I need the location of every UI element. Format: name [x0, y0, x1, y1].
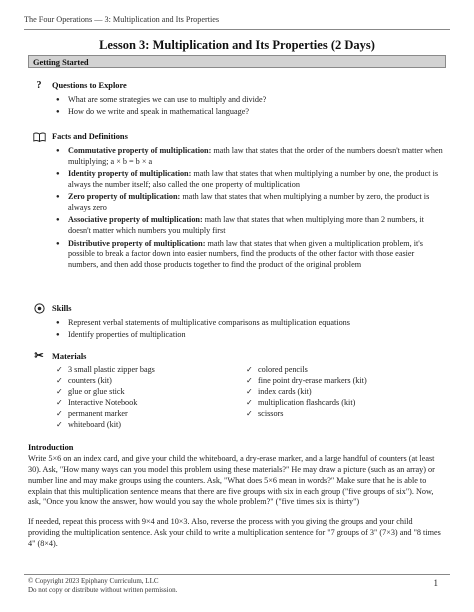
running-title: The Four Operations — 3: Multiplication and Its Properties — [24, 15, 220, 24]
materials-column-left — [56, 364, 246, 430]
definition-text: math law that states that when multiplying a number by one, the product is always the number itself; also called the one property of multiplication — [68, 169, 439, 189]
definition-term: Associative property of multiplication: — [68, 215, 203, 225]
introduction-heading: Introduction — [28, 443, 74, 452]
facts-heading-text: Facts and Definitions — [52, 132, 128, 141]
questions-list — [28, 95, 446, 118]
scissors-icon: ✂ — [34, 350, 44, 363]
list-item: ● How do we write and speak in mathematical language? — [56, 107, 446, 118]
running-header — [24, 12, 450, 30]
materials-columns — [28, 364, 446, 430]
list-item: ● What are some strategies we can use to multiply and divide? — [56, 95, 446, 106]
materials-column-right — [246, 364, 436, 430]
questions-section — [28, 80, 446, 120]
material-item: ✓ counters (kit) — [56, 375, 246, 386]
list-item: ● Identify properties of multiplication — [56, 330, 446, 341]
materials-heading — [28, 351, 446, 363]
target-icon — [32, 303, 46, 314]
introduction-paragraph: If needed, repeat this process with 9×4 and 10×3. Also, reverse the process with you giving the groups and your child providing the multiplication sentence. Ask your child to write a multiplication sentence for "7 groups of 3" (7×3) and "8 times 4" (8×4). — [28, 517, 441, 548]
definition-item — [56, 239, 446, 271]
skills-heading — [28, 303, 446, 315]
copyright-text: © Copyright 2023 Epiphany Curriculum, LLC — [28, 577, 159, 585]
material-item: ✓ 3 small plastic zipper bags — [56, 364, 246, 375]
questions-heading-text: Questions to Explore — [52, 81, 127, 90]
definition-text: math law that states that when multiplying a number by zero, the product is always zero — [68, 192, 430, 213]
skills-section — [28, 303, 446, 343]
page-number: 1 — [433, 578, 438, 588]
copy-notice: Do not copy or distribute without written permission. — [28, 586, 178, 595]
definition-term: Distributive property of multiplication: — [68, 238, 206, 248]
section-label: Getting Started — [33, 58, 89, 67]
facts-heading — [28, 131, 446, 143]
definition-term: Identity property of multiplication: — [68, 169, 192, 179]
material-item: ✓ scissors — [246, 408, 436, 419]
definition-text: math law that states that when multiplying more than 2 numbers, it doesn't matter which numbers you multiply first — [68, 215, 424, 236]
material-item: ✓ whiteboard (kit) — [56, 419, 246, 430]
list-item: ● Represent verbal statements of multiplicative comparisons as multiplication equations — [56, 318, 446, 329]
introduction-paragraph: Write 5×6 on an index card, and give your child the whiteboard, a dry-erase marker, and a large handful of counters (at least 30). Ask, "How many ways can you model this problem using these materials?" He may draw a picture (such as an array) or number line and may make groups using the counters. Ask, "What does 5×6 mean in words?" Make sure that he is able to explain that this multiplication sentence means that there are five groups with six in each group ("five groups of six"). Now, ask, "Once you know the answer, how would you say the whole problem?" ("five times six is thirty") — [28, 454, 435, 507]
skills-heading-text: Skills — [52, 304, 72, 313]
question-mark-icon: ? — [36, 79, 42, 91]
lesson-title: Lesson 3: Multiplication and Its Properties (2 Days) — [99, 38, 375, 52]
facts-list — [28, 146, 446, 271]
introduction-section — [28, 442, 446, 550]
material-item: ✓ fine point dry-erase markers (kit) — [246, 375, 436, 386]
section-bar-getting-started — [28, 55, 446, 68]
open-book-icon — [32, 131, 46, 142]
material-item: ✓ permanent marker — [56, 408, 246, 419]
definition-text: math law that states that when given a multiplication problem, it's possible to break a factor down into easier numbers, find the products of the other factor with those easier numbers, and then add those products together to find the product of the original problem — [68, 238, 423, 270]
definition-item — [56, 215, 446, 237]
definition-item — [56, 192, 446, 214]
definition-term: Commutative property of multiplication: — [68, 146, 212, 155]
definition-item — [56, 146, 446, 168]
footer-divider — [24, 574, 450, 575]
facts-section — [28, 131, 446, 273]
material-item: ✓ index cards (kit) — [246, 386, 436, 397]
definition-term: Zero property of multiplication: — [68, 192, 181, 202]
materials-heading-text: Materials — [52, 352, 87, 361]
skills-list — [28, 318, 446, 341]
material-item: ✓ Interactive Notebook — [56, 397, 246, 408]
materials-section — [28, 351, 446, 430]
definition-text: math law that states that the order of the numbers doesn't matter when multiplying; a × b = b × a — [68, 146, 443, 166]
definition-item — [56, 169, 446, 191]
material-item: ✓ colored pencils — [246, 364, 436, 375]
footer-copyright-block — [28, 577, 177, 595]
questions-heading — [28, 80, 446, 92]
material-item: ✓ glue or glue stick — [56, 386, 246, 397]
material-item: ✓ multiplication flashcards (kit) — [246, 397, 436, 408]
